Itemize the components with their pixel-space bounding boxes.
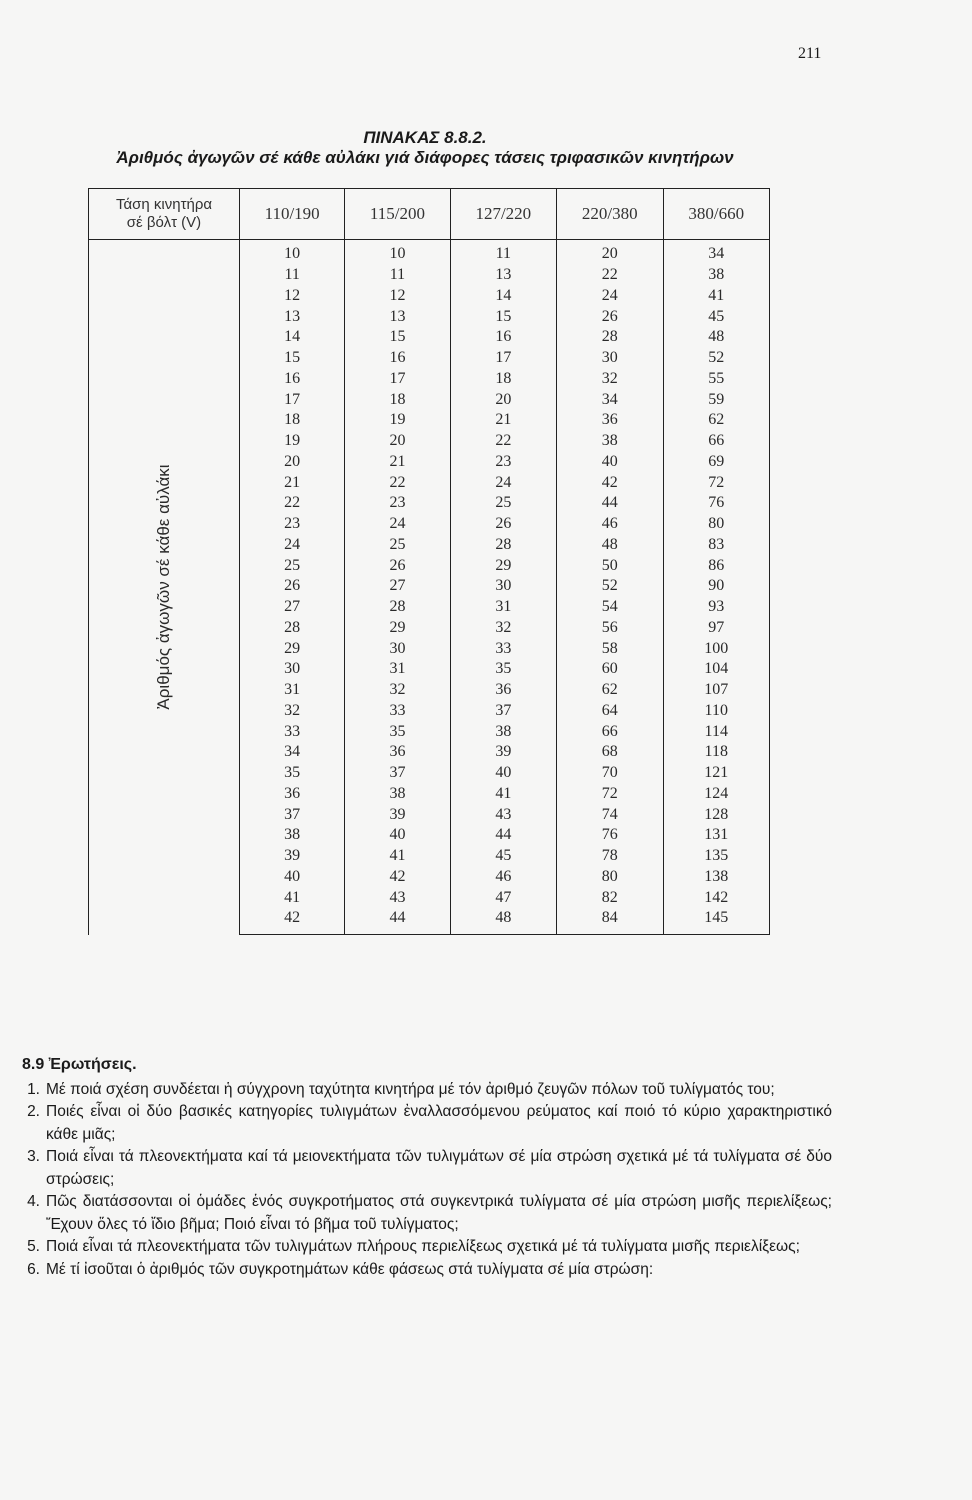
table-cell: 80 <box>663 514 770 535</box>
table-cell: 10 <box>345 240 450 265</box>
table-cell: 33 <box>450 638 556 659</box>
table-caption: Ἀριθμός ἀγωγῶν σέ κάθε αὐλάκι γιά διάφορες τάσεις τριφασικῶν κινητήρων <box>116 148 734 167</box>
table-cell: 25 <box>450 493 556 514</box>
table-cell: 36 <box>450 680 556 701</box>
table-cell: 31 <box>240 680 345 701</box>
corner-header-line: Τάση κινητήρα <box>115 196 213 213</box>
table-cell: 107 <box>663 680 770 701</box>
table-cell: 31 <box>450 597 556 618</box>
table-cell: 40 <box>557 452 663 473</box>
table-cell: 21 <box>345 452 450 473</box>
question-item <box>22 1101 832 1146</box>
table-cell: 131 <box>663 825 770 846</box>
table-cell: 43 <box>450 804 556 825</box>
table-cell: 25 <box>240 555 345 576</box>
table-cell: 52 <box>663 348 770 369</box>
table-cell: 13 <box>450 265 556 286</box>
table-cell: 37 <box>450 701 556 722</box>
table-cell: 54 <box>557 597 663 618</box>
table-cell: 30 <box>345 638 450 659</box>
table-cell: 50 <box>557 555 663 576</box>
table-cell: 22 <box>345 472 450 493</box>
table-cell: 104 <box>663 659 770 680</box>
table-cell: 64 <box>557 701 663 722</box>
question-number: 1. <box>27 1080 40 1098</box>
table-cell: 21 <box>450 410 556 431</box>
question-item <box>22 1259 832 1282</box>
table-cell: 22 <box>450 431 556 452</box>
table-cell: 90 <box>663 576 770 597</box>
table-cell: 43 <box>345 887 450 908</box>
table-cell: 118 <box>663 742 770 763</box>
table-cell: 22 <box>240 493 345 514</box>
table-cell: 20 <box>450 389 556 410</box>
table-cell: 39 <box>450 742 556 763</box>
table-cell: 62 <box>663 410 770 431</box>
table-cell: 42 <box>345 867 450 888</box>
question-number: 4. <box>27 1193 40 1210</box>
table-cell: 26 <box>345 555 450 576</box>
table-cell: 66 <box>557 721 663 742</box>
question-number: 2. <box>27 1103 40 1120</box>
table-cell: 24 <box>450 472 556 493</box>
table-cell: 93 <box>663 597 770 618</box>
table-cell: 41 <box>450 784 556 805</box>
table-cell: 36 <box>345 742 450 763</box>
table-cell: 42 <box>240 908 345 935</box>
table-cell: 56 <box>557 618 663 639</box>
table-cell: 28 <box>345 597 450 618</box>
table-cell: 38 <box>557 431 663 452</box>
table-cell: 18 <box>345 389 450 410</box>
question-number: 6. <box>27 1260 40 1278</box>
table-cell: 33 <box>345 701 450 722</box>
table-cell: 39 <box>345 804 450 825</box>
table-cell: 30 <box>557 348 663 369</box>
table-cell: 124 <box>663 784 770 805</box>
table-cell: 36 <box>557 410 663 431</box>
table-row <box>89 240 770 265</box>
table-cell: 18 <box>240 410 345 431</box>
corner-header <box>89 189 240 240</box>
table-cell: 145 <box>663 908 770 935</box>
table-cell: 121 <box>663 763 770 784</box>
table-cell: 26 <box>450 514 556 535</box>
table-cell: 36 <box>240 784 345 805</box>
table-cell: 40 <box>240 867 345 888</box>
table-cell: 14 <box>240 327 345 348</box>
table-cell: 66 <box>663 431 770 452</box>
table-cell: 40 <box>450 763 556 784</box>
table-cell: 10 <box>240 240 345 265</box>
table-cell: 100 <box>663 638 770 659</box>
table-cell: 97 <box>663 618 770 639</box>
table-cell: 86 <box>663 555 770 576</box>
table-cell: 58 <box>557 638 663 659</box>
table-cell: 26 <box>557 306 663 327</box>
table-cell: 17 <box>240 389 345 410</box>
question-item <box>22 1191 832 1236</box>
question-item <box>22 1146 832 1191</box>
table-cell: 68 <box>557 742 663 763</box>
table-cell: 38 <box>450 721 556 742</box>
table-cell: 40 <box>345 825 450 846</box>
corner-header-line: σέ βόλτ (V) <box>126 214 202 231</box>
table-cell: 69 <box>663 452 770 473</box>
table-cell: 32 <box>557 369 663 390</box>
table-cell: 23 <box>450 452 556 473</box>
table-cell: 38 <box>240 825 345 846</box>
table-label: ΠΙΝΑΚΑΣ 8.8.2. <box>363 128 487 147</box>
conductors-table <box>88 188 770 935</box>
table-cell: 11 <box>450 240 556 265</box>
table-cell: 28 <box>557 327 663 348</box>
table-cell: 35 <box>345 721 450 742</box>
table-cell: 15 <box>240 348 345 369</box>
column-header: 220/380 <box>557 189 663 240</box>
table-cell: 80 <box>557 867 663 888</box>
table-cell: 55 <box>663 369 770 390</box>
table-cell: 13 <box>345 306 450 327</box>
question-text: Μέ τί ἰσοῦται ὁ ἀριθμός τῶν συγκροτημάτων κάθε φάσεως στά τυλίγματα σέ μία στρώση: <box>46 1260 654 1278</box>
table-cell: 14 <box>450 286 556 307</box>
table-cell: 13 <box>240 306 345 327</box>
table-cell: 44 <box>345 908 450 935</box>
table-cell: 19 <box>345 410 450 431</box>
table-cell: 41 <box>663 286 770 307</box>
table-cell: 48 <box>450 908 556 935</box>
table-cell: 35 <box>240 763 345 784</box>
table-cell: 24 <box>345 514 450 535</box>
table-cell: 29 <box>240 638 345 659</box>
table-cell: 70 <box>557 763 663 784</box>
table-cell: 45 <box>663 306 770 327</box>
table-cell: 26 <box>240 576 345 597</box>
table-cell: 42 <box>557 472 663 493</box>
table-cell: 38 <box>345 784 450 805</box>
table-cell: 25 <box>345 535 450 556</box>
question-number: 5. <box>27 1238 40 1255</box>
table-cell: 32 <box>240 701 345 722</box>
table-cell: 23 <box>240 514 345 535</box>
table-cell: 76 <box>663 493 770 514</box>
table-cell: 28 <box>240 618 345 639</box>
question-text: Ποιά εἶναι τά πλεονεκτήματα καί τά μειονεκτήματα τῶν τυλιγμάτων σέ μία στρώση σχετικά μέ τά τυλίγματα σέ δύο στρώσεις; <box>46 1148 832 1188</box>
questions-section <box>22 1054 832 1281</box>
table-cell: 41 <box>345 846 450 867</box>
table-cell: 48 <box>663 327 770 348</box>
table-cell: 110 <box>663 701 770 722</box>
table-cell: 12 <box>240 286 345 307</box>
table-cell: 11 <box>240 265 345 286</box>
table-cell: 45 <box>450 846 556 867</box>
table-cell: 16 <box>240 369 345 390</box>
table-cell: 128 <box>663 804 770 825</box>
table-cell: 18 <box>450 369 556 390</box>
table-cell: 44 <box>450 825 556 846</box>
table-cell: 34 <box>557 389 663 410</box>
table-cell: 27 <box>240 597 345 618</box>
table-cell: 35 <box>450 659 556 680</box>
table-cell: 20 <box>345 431 450 452</box>
table-cell: 138 <box>663 867 770 888</box>
column-header: 127/220 <box>450 189 556 240</box>
table-cell: 22 <box>557 265 663 286</box>
table-cell: 31 <box>345 659 450 680</box>
table-cell: 16 <box>345 348 450 369</box>
table-cell: 16 <box>450 327 556 348</box>
table-cell: 29 <box>345 618 450 639</box>
table-cell: 72 <box>663 472 770 493</box>
table-cell: 44 <box>557 493 663 514</box>
question-number: 3. <box>27 1148 40 1165</box>
question-text: Ποιά εἶναι τά πλεονεκτήματα τῶν τυλιγμάτων πλήρους περιελίξεως σχετικά μέ τά τυλίγματα μισῆς περιελίξεως; <box>46 1238 800 1255</box>
column-header: 115/200 <box>345 189 450 240</box>
table-cell: 48 <box>557 535 663 556</box>
table-cell: 78 <box>557 846 663 867</box>
table-cell: 17 <box>345 369 450 390</box>
table-cell: 46 <box>557 514 663 535</box>
table-cell: 20 <box>557 240 663 265</box>
table-cell: 32 <box>345 680 450 701</box>
table-cell: 37 <box>345 763 450 784</box>
table-cell: 74 <box>557 804 663 825</box>
table-cell: 52 <box>557 576 663 597</box>
table-cell: 135 <box>663 846 770 867</box>
table-cell: 32 <box>450 618 556 639</box>
table-cell: 27 <box>345 576 450 597</box>
table-cell: 59 <box>663 389 770 410</box>
table-cell: 28 <box>450 535 556 556</box>
table-cell: 72 <box>557 784 663 805</box>
questions-heading: 8.9 Ἐρωτήσεις. <box>22 1056 137 1073</box>
table-cell: 37 <box>240 804 345 825</box>
table-cell: 62 <box>557 680 663 701</box>
table-cell: 84 <box>557 908 663 935</box>
table-cell: 15 <box>450 306 556 327</box>
table-cell: 12 <box>345 286 450 307</box>
table-cell: 38 <box>663 265 770 286</box>
question-text: Μέ ποιά σχέση συνδέεται ἡ σύγχρονη ταχύτητα κινητήρα μέ τόν ἀριθμό ζευγῶν πόλων τοῦ τυλίγματός του; <box>46 1080 775 1098</box>
table-cell: 142 <box>663 887 770 908</box>
question-item <box>22 1236 832 1259</box>
question-item <box>22 1079 832 1102</box>
table-cell: 41 <box>240 887 345 908</box>
table-cell: 24 <box>557 286 663 307</box>
column-header: 380/660 <box>663 189 770 240</box>
table-cell: 20 <box>240 452 345 473</box>
table-cell: 11 <box>345 265 450 286</box>
column-header: 110/190 <box>240 189 345 240</box>
table-cell: 21 <box>240 472 345 493</box>
question-text: Ποιές εἶναι οἱ δύο βασικές κατηγορίες τυλιγμάτων ἐναλλασσόμενου ρεύματος καί ποιό τό κύριο χαρακτηριστικό κάθε μιᾶς; <box>46 1103 832 1143</box>
table-cell: 19 <box>240 431 345 452</box>
table-cell: 15 <box>345 327 450 348</box>
table-cell: 47 <box>450 887 556 908</box>
table-cell: 29 <box>450 555 556 576</box>
table-cell: 46 <box>450 867 556 888</box>
table-cell: 24 <box>240 535 345 556</box>
table-cell: 76 <box>557 825 663 846</box>
table-cell: 23 <box>345 493 450 514</box>
table-cell: 60 <box>557 659 663 680</box>
table-cell: 33 <box>240 721 345 742</box>
row-label: Ἀριθμός ἀγωγῶν σέ κάθε αὐλάκι <box>154 464 173 710</box>
table-cell: 39 <box>240 846 345 867</box>
table-cell: 34 <box>663 240 770 265</box>
table-cell: 83 <box>663 535 770 556</box>
table-cell: 82 <box>557 887 663 908</box>
table-cell: 30 <box>240 659 345 680</box>
question-text: Πῶς διατάσσονται οἱ ὁμάδες ἑνός συγκροτήματος στά συγκεντρικά τυλίγματα σέ μία στρώση μισῆς περιελίξεως; Ἔχουν ὅλες τό ἴδιο βῆμα; Ποιό εἶναι τό βῆμα τοῦ τυλίγματος; <box>46 1193 832 1233</box>
table-cell: 34 <box>240 742 345 763</box>
page-number: 211 <box>798 45 822 62</box>
table-cell: 30 <box>450 576 556 597</box>
table-cell: 17 <box>450 348 556 369</box>
row-label-cell <box>89 240 240 935</box>
table-cell: 114 <box>663 721 770 742</box>
